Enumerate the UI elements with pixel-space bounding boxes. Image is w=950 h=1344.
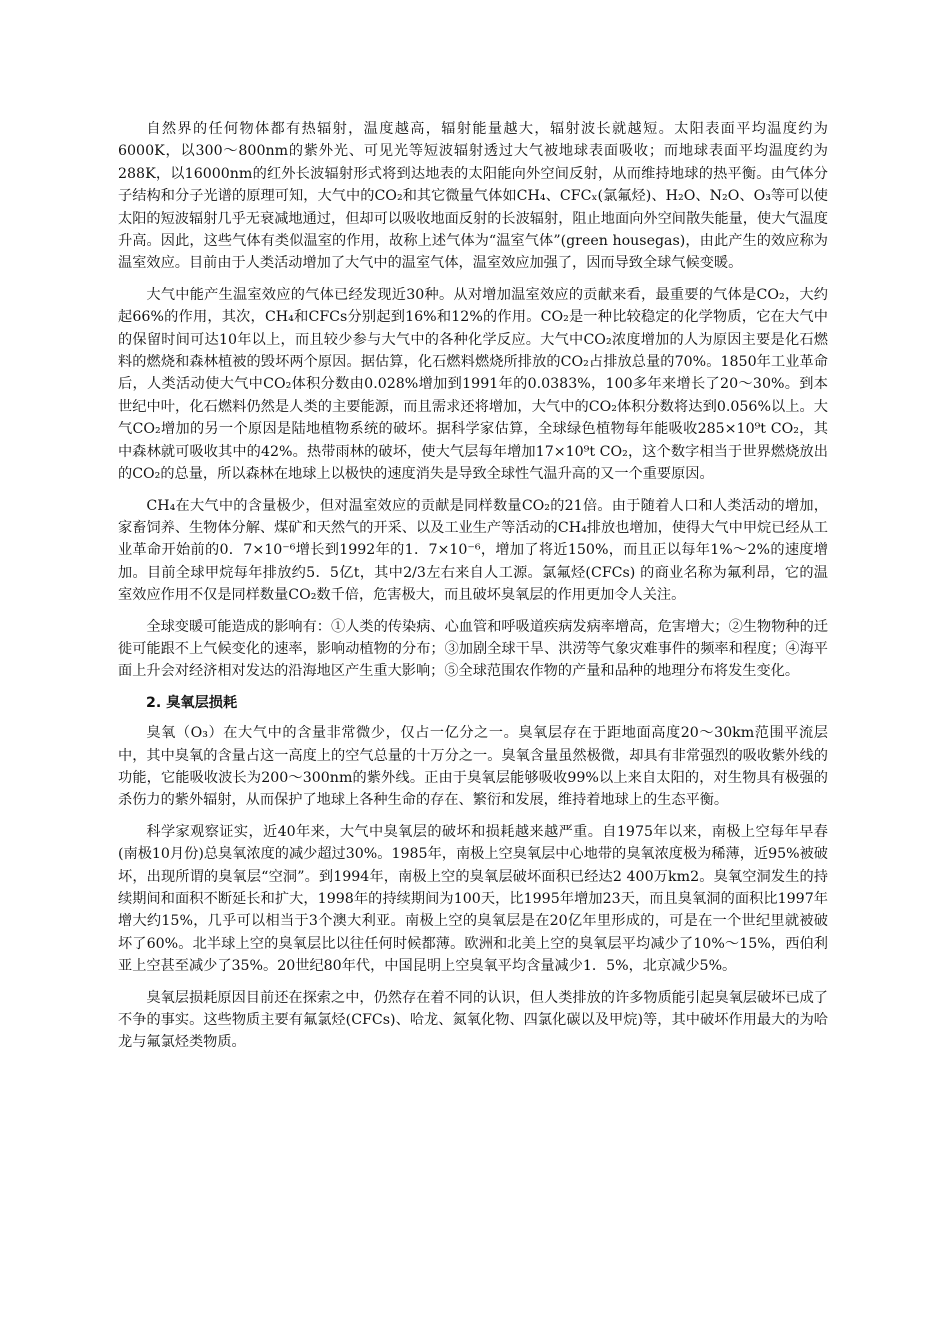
paragraph-methane-cfcs: CH₄在大气中的含量极少，但对温室效应的贡献是同样数量CO₂的21倍。由于随着人口和人类活动的增加，家畜饲养、生物体分解、煤矿和天然气的开采、以及工业生产等活动的CH₄排放也增加，使得大气中甲烷已经从工业革命开始前的0．7×10⁻⁶增长到1992年的1．7×10⁻⁶，增加了将近150%，而且正以每年1%～2%的速度增加。目前全球甲烷每年排放约5．5亿t，其中2/3左右来自人工源。氯氟烃(CFCs) 的商业名称为氟利昂，它的温室效应作用不仅是同样数量CO₂数千倍，危害极大，而且破坏臭氧层的作用更加令人关注。 <box>118 497 828 604</box>
paragraph-ozone-layer: 臭氧（O₃）在大气中的含量非常微少，仅占一亿分之一。臭氧层存在于距地面高度20～30km范围平流层中，其中臭氧的含量占这一高度上的空气总量的十万分之一。臭氧含量虽然极微，却具有非常强烈的吸收紫外线的功能，它能吸收波长为200～300nm的紫外线。正由于臭氧层能够吸收99%以上来自太阳的，对生物具有极强的杀伤力的紫外辐射，从而保护了地球上各种生命的存在、繁衍和发展，维持着地球上的生态平衡。 <box>118 725 828 809</box>
document-page <box>118 118 828 1063</box>
paragraph-greenhouse-gases: 大气中能产生温室效应的气体已经发现近30种。从对增加温室效应的贡献来看，最重要的气体是CO₂，大约起66%的作用，其次，CH₄和CFCs分别起到16%和12%的作用。CO₂是一种比较稳定的化学物质，它在大气中的保留时间可达10年以上，而且较少参与大气中的各种化学反应。大气中CO₂浓度增加的人为原因主要是化石燃料的燃烧和森林植被的毁坏两个原因。据估算，化石燃料燃烧所排放的CO₂占排放总量的70%。1850年工业革命后，人类活动使大气中CO₂体积分数由0.028%增加到1991年的0.0383%，100多年来增长了20～30%。到本世纪中叶，化石燃料仍然是人类的主要能源，而且需求还将增加，大气中的CO₂体积分数将达到0.056%以上。大气CO₂增加的另一个原因是陆地植物系统的破坏。据科学家估算，全球绿色植物每年能吸收285×10⁹t CO₂，其中森林就可吸收其中的42%。热带雨林的破坏，使大气层每年增加17×10⁹t CO₂，这个数字相当于世界燃烧放出的CO₂的总量，所以森林在地球上以极快的速度消失是导致全球性气温升高的又一个重要原因。 <box>118 286 828 483</box>
paragraph-greenhouse-principle: 自然界的任何物体都有热辐射，温度越高，辐射能量越大，辐射波长就越短。太阳表面平均温度约为6000K，以300～800nm的紫外光、可见光等短波辐射透过大气被地球表面吸收；而地球表面平均温度约为288K，以16000nm的红外长波辐射形式将到达地表的太阳能向外空间反射，从而维持地球的热平衡。由气体分子结构和分子光谱的原理可知，大气中的CO₂和其它微量气体如CH₄、CFCₓ(氯氟烃)、H₂O、N₂O、O₃等可以使太阳的短波辐射几乎无衰减地通过，但却可以吸收地面反射的长波辐射，阻止地面向外空间散失能量，使大气温度升高。因此，这些气体有类似温室的作用，故称上述气体为“温室气体”(green housegas)，由此产生的效应称为温室效应。目前由于人类活动增加了大气中的温室气体，温室效应加强了，因而导致全球气候变暖。 <box>118 121 828 272</box>
paragraph-ozone-causes: 臭氧层损耗原因目前还在探索之中，仍然存在着不同的认识，但人类排放的许多物质能引起臭氧层破坏已成了不争的事实。这些物质主要有氟氯烃(CFCs)、哈龙、氮氧化物、四氯化碳以及甲烷)等，其中破坏作用最大的为哈龙与氟氯烃类物质。 <box>118 989 828 1051</box>
paragraph-ozone-observations: 科学家观察证实，近40年来，大气中臭氧层的破坏和损耗越来越严重。自1975年以来，南极上空每年早春(南极10月份)总臭氧浓度的减少超过30%。1985年，南极上空臭氧层中心地带的臭氧浓度极为稀薄，近95%被破坏，出现所谓的臭氧层“空洞”。到1994年，南极上空的臭氧层破坏面积已经达2 400万km2。臭氧空洞发生的持续期间和面积不断延长和扩大，1998年的持续期间为100天，比1995年增加23天，而且臭氧洞的面积比1997年增大约15%，几乎可以相当于3个澳大利亚。南极上空的臭氧层是在20亿年里形成的，可是在一个世纪里就被破坏了60%。北半球上空的臭氧层比以往任何时候都薄。欧洲和北美上空的臭氧层平均减少了10%～15%，西伯利亚上空甚至减少了35%。20世纪80年代，中国昆明上空臭氧平均含量减少1．5%，北京减少5%。 <box>118 823 828 975</box>
section-heading-ozone-depletion: 2. 臭氧层损耗 <box>146 694 238 711</box>
paragraph-warming-impacts: 全球变暖可能造成的影响有：①人类的传染病、心血管和呼吸道疾病发病率增高，危害增大；②生物物种的迁徙可能跟不上气候变化的速率，影响动植物的分布；③加剧全球干旱、洪涝等气象灾难事件的频率和程度；④海平面上升会对经济相对发达的沿海地区产生重大影响；⑤全球范围农作物的产量和品种的地理分布将发生变化。 <box>118 618 828 680</box>
